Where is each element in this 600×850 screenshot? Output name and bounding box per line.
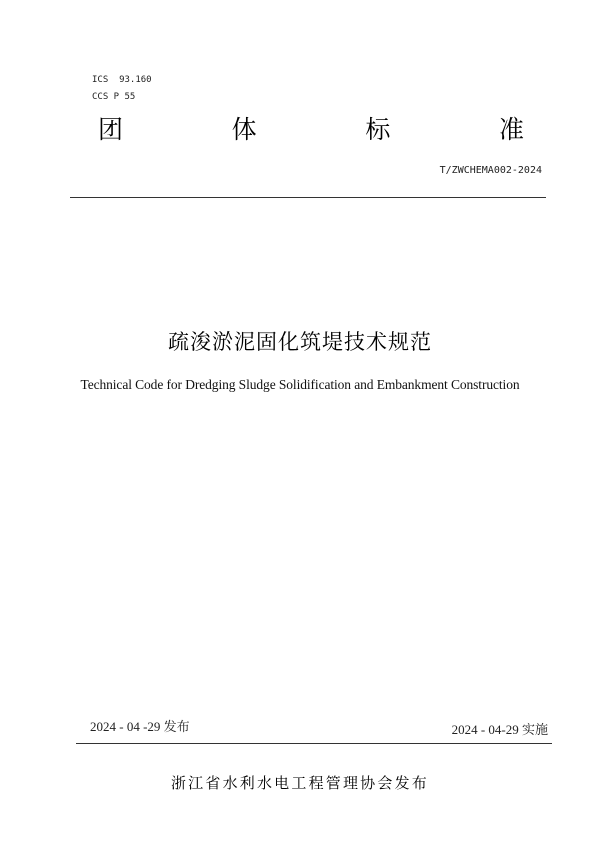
issue-date: 2024 - 04 -29 发布: [90, 719, 190, 734]
ics-code: ICS 93.160: [92, 75, 152, 85]
bottom-divider: [76, 743, 552, 744]
publisher: 浙江省水利水电工程管理协会发布: [170, 774, 429, 792]
classification-codes: [92, 72, 152, 106]
ccs-code: CCS P 55: [92, 92, 136, 102]
standard-type-char-2: 体: [231, 115, 257, 144]
standard-type-char-1: 团: [98, 115, 124, 144]
standard-number: T/ZWCHEMA002-2024: [439, 165, 542, 176]
top-divider: [70, 197, 546, 198]
standard-type-char-3: 标: [365, 115, 391, 144]
document-title-chinese: 疏浚淤泥固化筑堤技术规范: [168, 330, 432, 354]
standard-type-char-4: 准: [498, 115, 524, 144]
document-title-english: Technical Code for Dredging Sludge Solidification and Embankment Construction: [80, 377, 520, 392]
implementation-date: 2024 - 04-29 实施: [451, 722, 548, 737]
standard-type-heading: [98, 114, 524, 146]
